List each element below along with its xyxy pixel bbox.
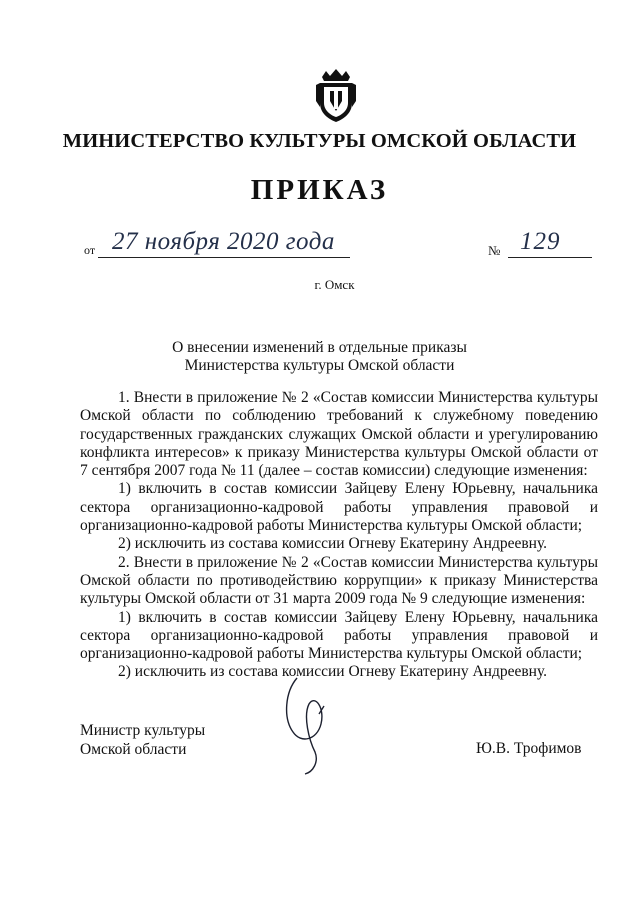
- handwritten-date: 27 ноября 2020 года: [112, 228, 335, 255]
- signer-position-line: Министр культуры: [80, 722, 206, 739]
- signer-name: Ю.В. Трофимов: [476, 740, 582, 757]
- subject-line: О внесении изменений в отдельные приказы: [172, 339, 467, 356]
- omsk-coat-of-arms-icon: [314, 67, 358, 123]
- number-prefix: №: [488, 243, 501, 258]
- subject-line: Министерства культуры Омской области: [184, 357, 455, 374]
- order-title: ПРИКАЗ: [250, 174, 389, 206]
- signer-position: [80, 722, 205, 759]
- date-prefix: от: [84, 243, 96, 257]
- paragraph: 2. Внести в приложение № 2 «Состав комиссии Министерства культуры Омской области по противодействию коррупции» к приказу Министерства культуры Омской области от 31 марта 2009 года № 9 следующие изменения:: [80, 553, 598, 608]
- paragraph: 2) исключить из состава комиссии Огневу Екатерину Андреевну.: [118, 663, 548, 681]
- date-underline: [98, 257, 350, 258]
- order-subject: [0, 339, 639, 375]
- order-body: [80, 389, 598, 682]
- city: г. Омск: [314, 277, 355, 292]
- handwritten-number: 129: [520, 228, 561, 255]
- handwritten-signature-icon: [275, 670, 345, 780]
- paragraph: 1) включить в состав комиссии Зайцеву Елену Юрьевну, начальника сектора организационно-кадровой работы управления правовой и организационно-кадровой работы Министерства культуры Омской области;: [80, 608, 598, 663]
- number-underline: [508, 257, 592, 258]
- paragraph: 1) включить в состав комиссии Зайцеву Елену Юрьевну, начальника сектора организационно-кадровой работы управления правовой и организационно-кадровой работы Министерства культуры Омской области;: [80, 480, 598, 535]
- paragraph: 1. Внести в приложение № 2 «Состав комиссии Министерства культуры Омской области по соблюдению требований к служебному поведению государственных гражданских служащих Омской области и урегулированию конфликта интересов» к приказу Министерства культуры Омской области от 7 сентября 2007 года № 11 (далее – состав комиссии) следующие изменения:: [80, 389, 598, 480]
- signer-position-line: Омской области: [80, 740, 187, 758]
- paragraph: 2) исключить из состава комиссии Огневу Екатерину Андреевну.: [118, 535, 548, 553]
- ministry-name: МИНИСТЕРСТВО КУЛЬТУРЫ ОМСКОЙ ОБЛАСТИ: [62, 130, 577, 152]
